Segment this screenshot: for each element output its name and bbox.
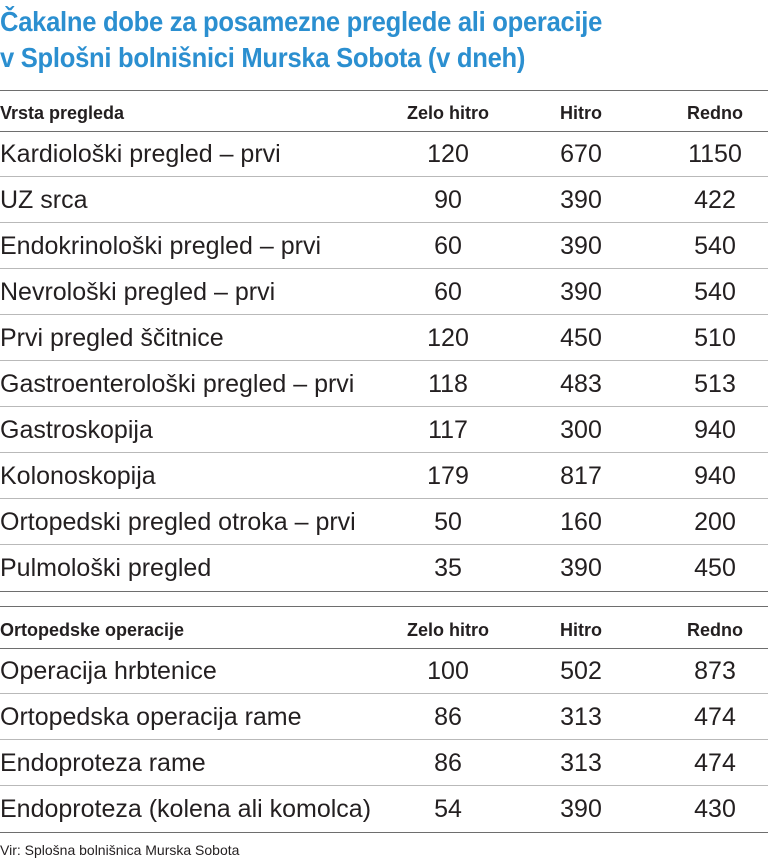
row-label: Endoproteza (kolena ali komolca) [0,795,372,823]
chart-title [0,4,768,76]
table-row [0,269,768,315]
value-cell: 54 [434,795,462,823]
column-header: Hitro [560,103,602,123]
table-row [0,131,768,177]
title-line-1: Čakalne dobe za posamezne preglede ali operacije [0,6,603,37]
value-cell: 90 [434,186,462,214]
value-cell: 120 [427,324,469,352]
section-header-row [0,93,768,133]
table-row [0,453,768,499]
row-label: Endoproteza rame [0,749,206,777]
section-bottom-rule [0,832,768,833]
value-cell: 313 [560,703,602,731]
table-row [0,177,768,223]
section-header-row [0,610,768,650]
value-cell: 450 [560,324,602,352]
column-header: Zelo hitro [407,620,489,640]
section-heading: Ortopedske operacije [0,620,185,640]
value-cell: 474 [694,749,736,777]
value-cell: 117 [428,416,468,444]
value-cell: 100 [427,657,469,685]
row-label: Endokrinološki pregled – prvi [0,232,322,260]
value-cell: 450 [694,554,736,582]
value-cell: 390 [560,186,602,214]
value-cell: 873 [694,657,736,685]
table-row [0,223,768,269]
value-cell: 313 [560,749,602,777]
value-cell: 817 [560,462,602,490]
row-label: Gastroskopija [0,416,153,444]
section-top-rule [0,606,768,607]
value-cell: 540 [694,278,736,306]
table-row [0,786,768,832]
value-cell: 35 [434,554,462,582]
value-cell: 86 [434,749,462,777]
value-cell: 390 [560,554,602,582]
row-label: Operacija hrbtenice [0,657,217,685]
row-label: Nevrološki pregled – prvi [0,278,276,306]
table-row [0,740,768,786]
value-cell: 483 [560,370,602,398]
section-top-rule [0,90,768,91]
title-line-2: v Splošni bolnišnici Murska Sobota (v dneh) [0,42,526,73]
value-cell: 513 [694,370,736,398]
row-label: Kardiološki pregled – prvi [0,140,281,168]
column-header: Hitro [560,620,602,640]
row-label: Kolonoskopija [0,462,156,490]
row-label: Ortopedska operacija rame [0,703,302,731]
value-cell: 60 [434,232,462,260]
table-row [0,407,768,453]
value-cell: 510 [694,324,736,352]
row-label: Prvi pregled ščitnice [0,324,224,352]
value-cell: 940 [694,416,736,444]
table-row [0,315,768,361]
value-cell: 118 [428,370,468,398]
column-header: Redno [687,103,743,123]
table-row [0,694,768,740]
value-cell: 60 [434,278,462,306]
row-label: Gastroenterološki pregled – prvi [0,370,355,398]
table-row [0,499,768,545]
value-cell: 940 [694,462,736,490]
section-bottom-rule [0,591,768,592]
value-cell: 540 [694,232,736,260]
row-label: Ortopedski pregled otroka – prvi [0,508,356,536]
value-cell: 120 [427,140,469,168]
row-label: Pulmološki pregled [0,554,212,582]
value-cell: 86 [434,703,462,731]
table-row [0,545,768,591]
value-cell: 300 [560,416,602,444]
table-row [0,361,768,407]
row-label: UZ srca [0,186,88,214]
value-cell: 390 [560,795,602,823]
value-cell: 160 [560,508,602,536]
value-cell: 390 [560,232,602,260]
value-cell: 670 [560,140,602,168]
value-cell: 422 [694,186,736,214]
section-heading: Vrsta pregleda [0,103,125,123]
column-header: Zelo hitro [407,103,489,123]
value-cell: 474 [694,703,736,731]
column-header: Redno [687,620,743,640]
value-cell: 390 [560,278,602,306]
source-note: Vir: Splošna bolnišnica Murska Sobota [0,842,240,858]
value-cell: 50 [434,508,462,536]
table-row [0,648,768,694]
value-cell: 200 [694,508,736,536]
value-cell: 179 [427,462,469,490]
value-cell: 1150 [688,140,742,168]
value-cell: 430 [694,795,736,823]
value-cell: 502 [560,657,602,685]
